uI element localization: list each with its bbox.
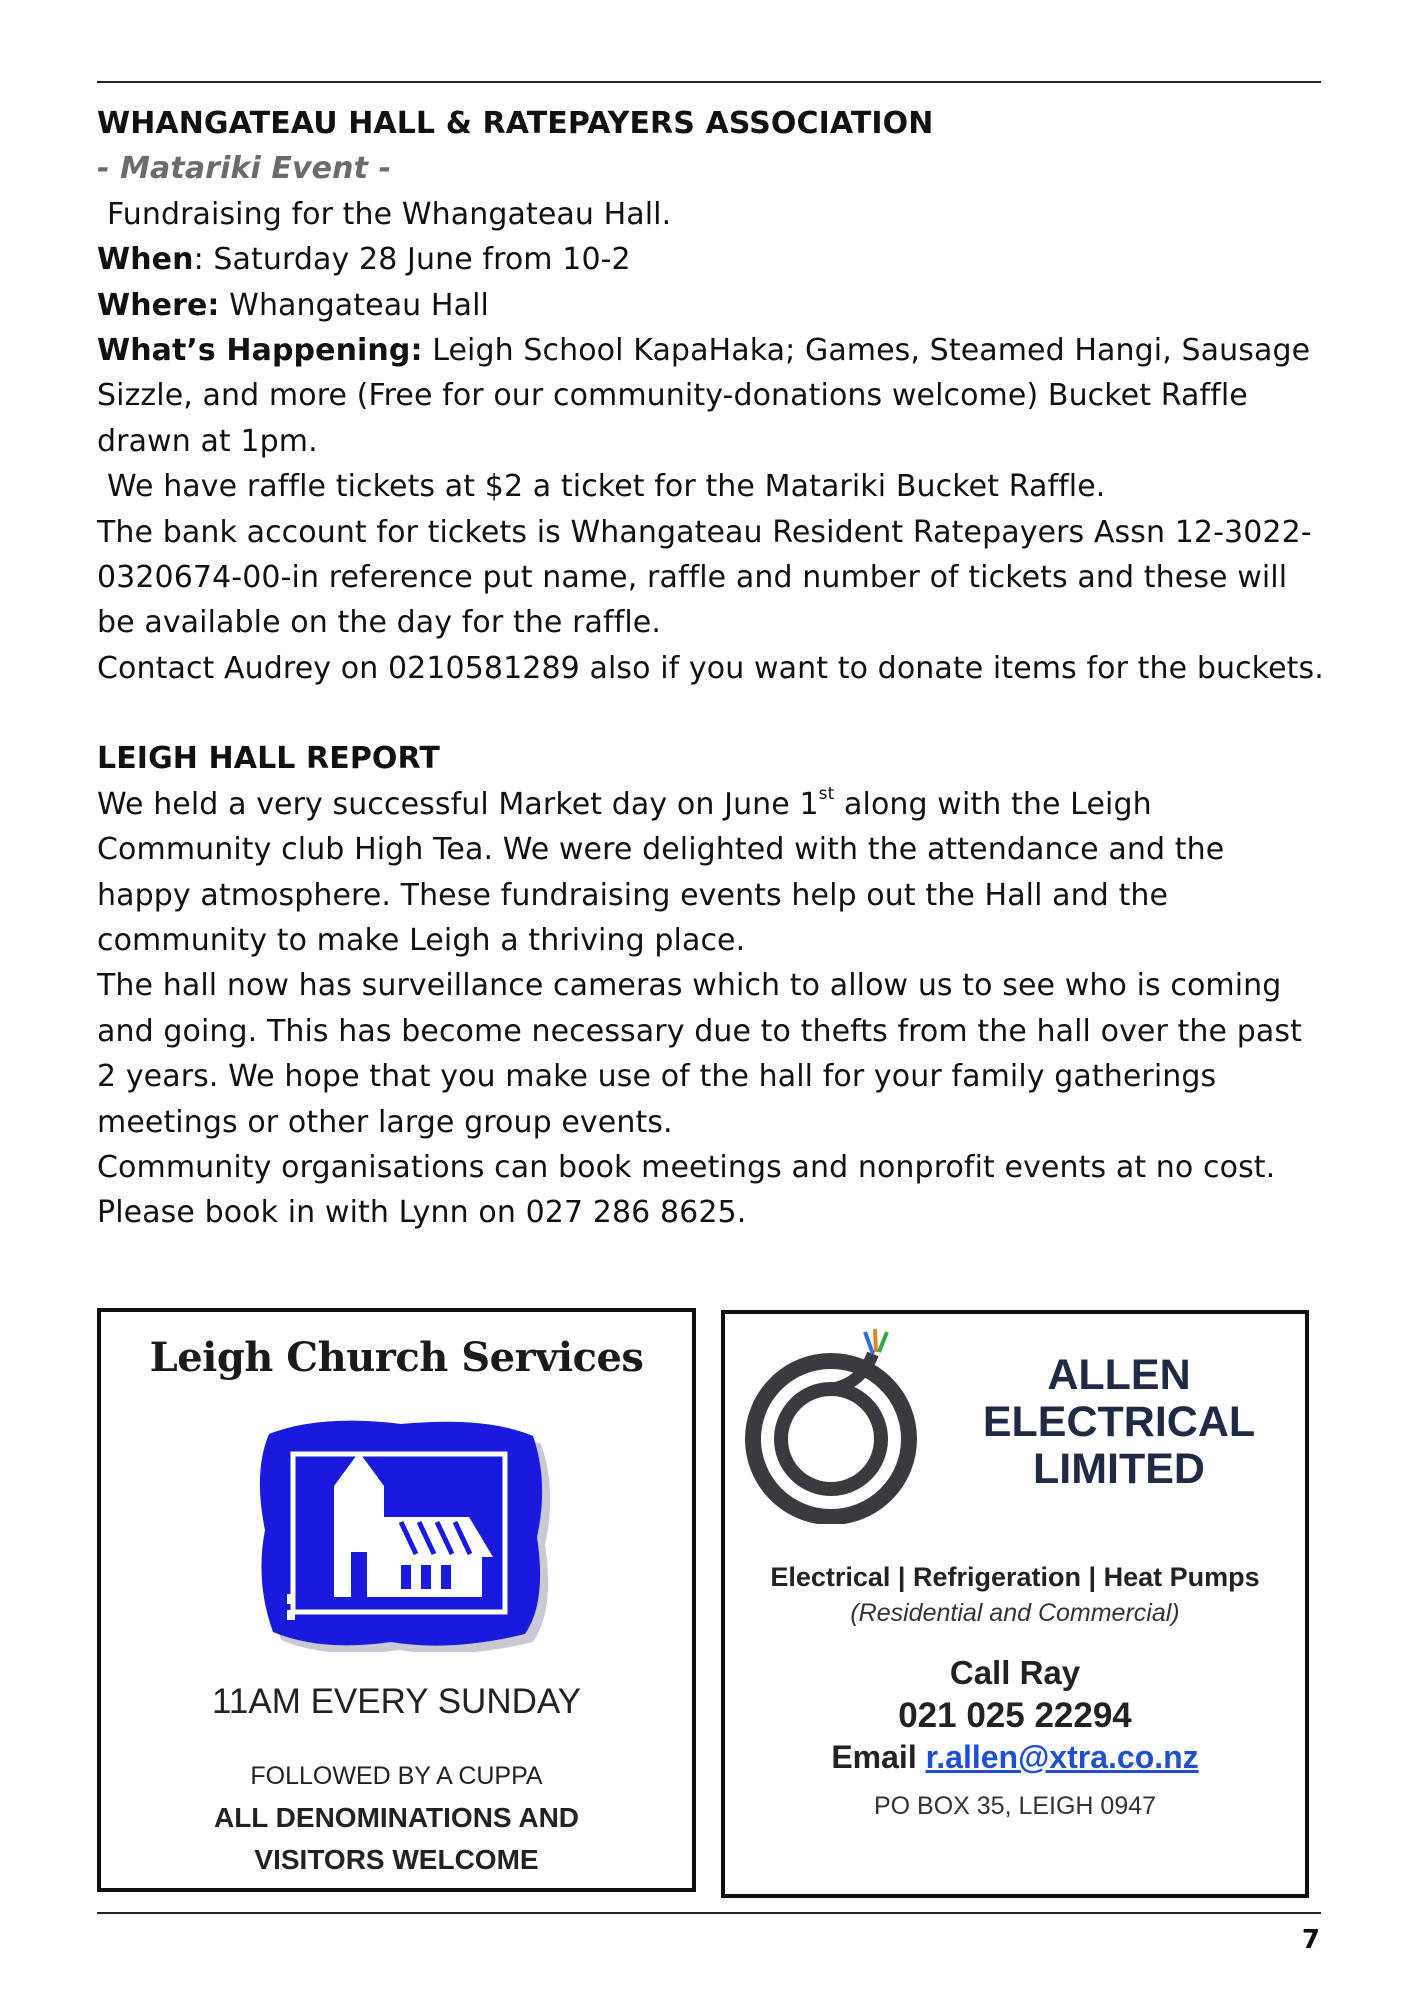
- when-label: When: [97, 242, 194, 278]
- allen-scope: (Residential and Commercial): [850, 1599, 1180, 1627]
- leigh-hall-paragraph-2: The hall now has surveillance cameras which to allow us to see who is coming and going. This has become necessary due to thefts from the hall over the past 2 years. We hope that you make use of the hall for your family gatherings meetings or other large group events.: [97, 968, 1302, 1140]
- allen-email-label: Email: [831, 1739, 917, 1775]
- whangateau-subheading: - Matariki Event -: [97, 151, 392, 187]
- section-gap: [97, 691, 1327, 736]
- contact-line: Contact Audrey on 0210581289 also if you want to donate items for the buckets.: [97, 650, 1324, 686]
- article-content: [97, 101, 1327, 1236]
- bottom-rule: [97, 1912, 1321, 1914]
- church-ad-line-1: FOLLOWED BY A CUPPA: [250, 1762, 543, 1790]
- church-ad-line-2: ALL DENOMINATIONS AND: [213, 1802, 580, 1833]
- allen-name-line-2: ELECTRICAL: [982, 1398, 1256, 1446]
- church-ad-title: Leigh Church Services: [149, 1334, 644, 1381]
- when-value: : Saturday 28 June from 10-2: [193, 242, 631, 278]
- allen-name-line-3: LIMITED: [1033, 1445, 1205, 1493]
- allen-address: PO BOX 35, LEIGH 0947: [873, 1792, 1157, 1820]
- where-line: [97, 283, 1327, 328]
- where-value: Whangateau Hall: [219, 287, 489, 323]
- church-ad-line-3: VISITORS WELCOME: [254, 1844, 539, 1875]
- allen-email-link[interactable]: r.allen@xtra.co.nz: [925, 1739, 1199, 1775]
- whangateau-intro: Fundraising for the Whangateau Hall.: [107, 196, 672, 232]
- p1-after: along with the Leigh Community club High Tea. We were delighted with the attendance and the happy atmosphere. These fundraising events help out the Hall and the community to make Leigh a thriving place.: [97, 786, 1225, 958]
- page-number: 7: [1301, 1925, 1320, 1955]
- whangateau-section: [97, 101, 1327, 691]
- allen-call: Call Ray: [949, 1654, 1081, 1691]
- happening-value: Leigh School KapaHaka; Games, Steamed Hangi, Sausage Sizzle, and more (Free for our community-donations welcome) Bucket Raffle drawn at 1pm.: [97, 333, 1311, 459]
- when-line: [97, 237, 1327, 282]
- allen-services: Electrical | Refrigeration | Heat Pumps: [770, 1562, 1260, 1592]
- p1-ordinal: st: [818, 783, 835, 804]
- happening-label: What’s Happening:: [97, 333, 423, 369]
- allen-phone: 021 025 22294: [898, 1696, 1132, 1735]
- church-icon: [251, 1412, 551, 1652]
- where-label: Where:: [97, 287, 220, 323]
- leigh-hall-paragraph-3: Community organisations can book meetings and nonprofit events at no cost. Please book in with Lynn on 027 286 8625.: [97, 1149, 1276, 1231]
- top-rule: [97, 81, 1321, 83]
- church-ad-time: 11AM EVERY SUNDAY: [212, 1682, 581, 1721]
- raffle-line: We have raffle tickets at $2 a ticket for the Matariki Bucket Raffle.: [107, 469, 1106, 505]
- leigh-hall-section: [97, 736, 1327, 1235]
- whangateau-heading: WHANGATEAU HALL & RATEPAYERS ASSOCIATION: [97, 106, 934, 141]
- leigh-hall-heading: LEIGH HALL REPORT: [97, 741, 440, 777]
- allen-electrical-ad: [721, 1310, 1309, 1898]
- p1-before: We held a very successful Market day on June 1: [97, 786, 819, 822]
- church-services-ad: [97, 1308, 696, 1892]
- allen-email-line: [725, 1739, 1305, 1776]
- allen-name-line-1: ALLEN: [1047, 1351, 1191, 1399]
- cable-coil-icon: [741, 1324, 941, 1524]
- happening-line: [97, 328, 1327, 464]
- leigh-hall-paragraph-1: [97, 782, 1327, 964]
- bank-line: The bank account for tickets is Whangateau Resident Ratepayers Assn 12-3022-0320674-00-in reference put name, raffle and number of tickets and these will be available on the day for the raffle.: [97, 514, 1312, 641]
